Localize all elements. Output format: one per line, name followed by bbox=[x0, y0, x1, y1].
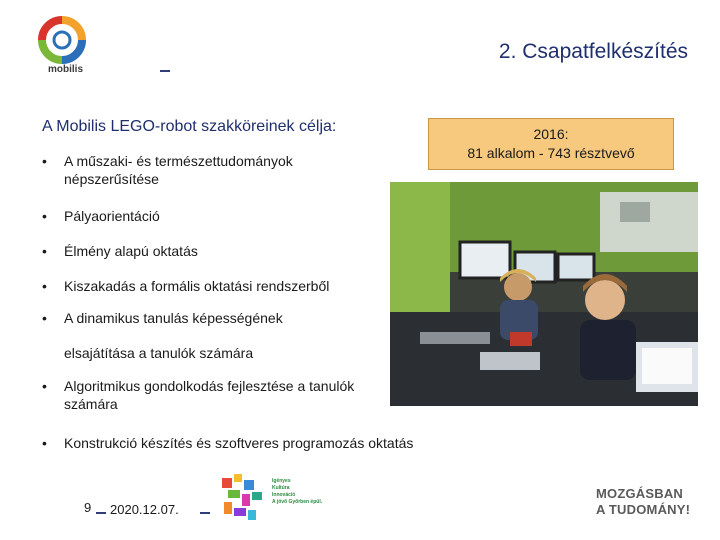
list-item-continuation: elsajátítása a tanulók számára bbox=[64, 345, 254, 361]
list-item-label: Konstrukció készítés és szoftveres programozás oktatás bbox=[64, 435, 414, 451]
bullet-dot: • bbox=[42, 153, 47, 169]
robotics-class-photo bbox=[390, 182, 698, 406]
partner-text bbox=[272, 478, 322, 506]
footer-divider bbox=[200, 512, 210, 514]
bullet-dot: • bbox=[42, 378, 47, 394]
campaign-logo bbox=[596, 486, 690, 518]
list-item-label: A műszaki- és természettudományok népszerűsítése bbox=[64, 153, 293, 187]
bullet-dot: • bbox=[42, 208, 47, 224]
bullet-dot: • bbox=[42, 310, 47, 326]
stat-box bbox=[428, 118, 674, 170]
slide-title: 2. Csapatfelkészítés bbox=[498, 40, 688, 63]
bullet-dot: • bbox=[42, 243, 47, 259]
partner-text-line: Kultúra bbox=[272, 485, 290, 491]
list-item-label: A dinamikus tanulás képességének bbox=[64, 310, 283, 326]
campaign-line: A TUDOMÁNY! bbox=[596, 502, 691, 517]
list-item-label: Pályaorientáció bbox=[64, 208, 160, 224]
stat-year: 2016: bbox=[533, 126, 569, 142]
bullet-dot: • bbox=[42, 435, 47, 451]
footer-divider bbox=[96, 512, 106, 514]
list-item-label: Kiszakadás a formális oktatási rendszerből bbox=[64, 278, 330, 294]
partner-text-line: Innováció bbox=[272, 492, 296, 498]
section-subtitle: A Mobilis LEGO-robot szakköreinek célja: bbox=[42, 118, 337, 135]
logo-text: mobilis bbox=[48, 64, 84, 75]
partner-text-line: A jövő Győrben épül. bbox=[272, 499, 323, 505]
partner-logo bbox=[218, 472, 268, 526]
gyor-city-logo-icon bbox=[218, 472, 268, 526]
stat-detail: 81 alkalom - 743 résztvevő bbox=[467, 145, 635, 161]
mobilis-logo bbox=[28, 14, 108, 82]
campaign-line: MOZGÁSBAN bbox=[596, 486, 684, 501]
partner-text-line: Igényes bbox=[272, 478, 291, 484]
header-divider bbox=[160, 70, 170, 72]
page-number: 9 bbox=[84, 500, 92, 515]
photo-illustration bbox=[390, 182, 698, 406]
list-item-label: Élmény alapú oktatás bbox=[64, 243, 198, 259]
footer-date: 2020.12.07. bbox=[110, 502, 179, 517]
bullet-dot: • bbox=[42, 278, 47, 294]
list-item-label: Algoritmikus gondolkodás fejlesztése a tanulók számára bbox=[64, 378, 355, 412]
mobilis-logo-icon bbox=[32, 14, 92, 66]
